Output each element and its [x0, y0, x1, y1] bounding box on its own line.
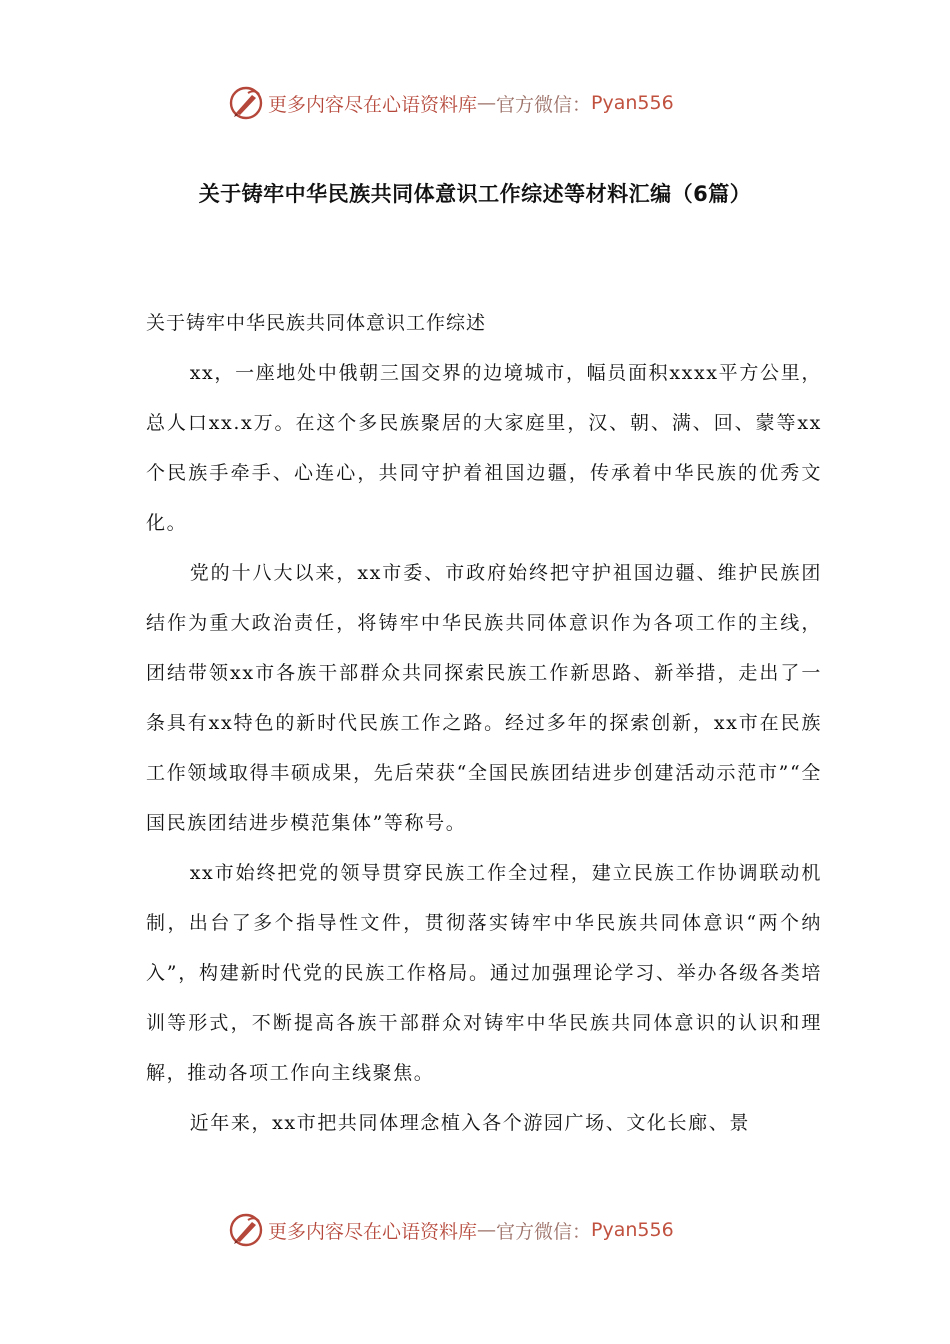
paragraph: 近年来，xx市把共同体理念植入各个游园广场、文化长廊、景 — [189, 1112, 750, 1134]
watermark-text: 更多内容尽在心语资料库 — [268, 93, 478, 116]
header-watermark — [228, 83, 674, 123]
watermark-wechat-id: Pyan556 — [591, 1219, 674, 1241]
document-body — [146, 298, 822, 1148]
pen-logo-icon — [228, 1212, 264, 1248]
watermark-wechat-label: 官方微信： — [496, 1220, 592, 1243]
document-title: 关于铸牢中华民族共同体意识工作综述等材料汇编（6篇） — [198, 182, 752, 206]
paragraph: xx市始终把党的领导贯穿民族工作全过程，建立民族工作协调联动机制，出台了多个指导性文件，贯彻落实铸牢中华民族共同体意识“两个纳入”，构建新时代党的民族工作格局。通过加强理论学习、举办各级各类培训等形式，不断提高各族干部群众对铸牢中华民族共同体意识的认识和理解，推动各项工作向主线聚焦。 — [146, 862, 822, 1084]
section-title: 关于铸牢中华民族共同体意识工作综述 — [146, 312, 487, 334]
watermark-wechat-label: 官方微信： — [496, 93, 592, 116]
footer-watermark — [228, 1210, 674, 1250]
watermark-wechat-id: Pyan556 — [591, 92, 674, 114]
watermark-dash: — — [477, 92, 497, 114]
watermark-dash: — — [477, 1219, 497, 1241]
watermark-text: 更多内容尽在心语资料库 — [268, 1220, 478, 1243]
paragraph: 党的十八大以来，xx市委、市政府始终把守护祖国边疆、维护民族团结作为重大政治责任，将铸牢中华民族共同体意识作为各项工作的主线，团结带领xx市各族干部群众共同探索民族工作新思路、新举措，走出了一条具有xx特色的新时代民族工作之路。经过多年的探索创新，xx市在民族工作领域取得丰硕成果，先后荣获“全国民族团结进步创建活动示范市”“全国民族团结进步模范集体”等称号。 — [146, 562, 822, 834]
paragraph: xx，一座地处中俄朝三国交界的边境城市，幅员面积xxxx平方公里，总人口xx.x万。在这个多民族聚居的大家庭里，汉、朝、满、回、蒙等xx个民族手牵手、心连心，共同守护着祖国边疆，传承着中华民族的优秀文化。 — [146, 362, 822, 534]
pen-logo-icon — [228, 85, 264, 121]
